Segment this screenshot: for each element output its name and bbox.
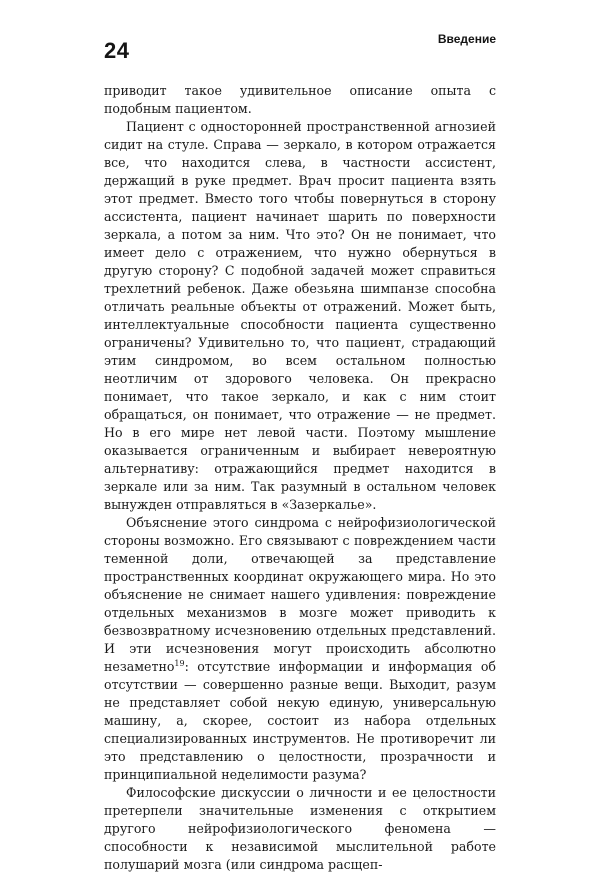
paragraph-philosophy xyxy=(104,784,496,874)
running-header-section-title: Введение xyxy=(437,32,496,46)
paragraph-continuation xyxy=(104,82,496,118)
paragraph-mirror-experiment xyxy=(104,118,496,514)
paragraph-text-after-footnote: : отсутствие информации и информация об отсутствии — совершенно разные вещи. Выходит, разум не представляет собой некую единую, универсальную машину, а, скорее, состоит из набора отдельных специализированных инструментов. Не противоречит ли это представлению о целостности, прозрачности и принципиальной неделимости разума? xyxy=(104,659,496,782)
footnote-reference[interactable]: 19 xyxy=(174,658,185,668)
paragraph-text: приводит такое удивительное описание опыта с подобным пациентом. xyxy=(104,83,496,116)
paragraph-neurophysiology xyxy=(104,514,496,784)
text-body xyxy=(104,82,496,874)
paragraph-text: Философские дискуссии о личности и ее целостности претерпели значительные изменения с открытием другого нейрофизиологического феномена — способности к независимой мыслительной работе полушарий мозга (или синдрома расщеп- xyxy=(104,785,496,872)
paragraph-text-before-footnote: Объяснение этого синдрома с нейрофизиологической стороны возможно. Его связывают с повреждением части теменной доли, отвечающей за представление пространственных координат окружающего мира. Но это объяснение не снимает нашего удивления: повреждение отдельных механизмов в мозге может приводить к безвозвратному исчезновению отдельных представлений. И эти исчезновения могут происходить абсолютно незаметно xyxy=(104,515,496,674)
page-number: 24 xyxy=(104,38,130,63)
paragraph-text: Пациент с односторонней пространственной агнозией сидит на стуле. Справа — зеркало, в котором отражается все, что находится слева, в частности ассистент, держащий в руке предмет. Врач просит пациента взять этот предмет. Вместо того чтобы повернуться в сторону ассистента, пациент начинает шарить по поверхности зеркала, а потом за ним. Что это? Он не понимает, что имеет дело с отражением, что нужно обернуться в другую сторону? С подобной задачей может справиться трехлетний ребенок. Даже обезьяна шимпанзе способна отличать реальные объекты от отражений. Может быть, интеллектуальные способности пациента существенно ограничены? Удивительно то, что пациент, страдающий этим синдромом, во всем остальном полностью неотличим от здорового человека. Он прекрасно понимает, что такое зеркало, и как с ним стоит обращаться, он понимает, что отражение — не предмет. Но в его мире нет левой части. Поэтому мышление оказывается ограниченным и выбирает невероятную альтернативу: отражающийся предмет находится в зеркале или за ним. Так разумный в остальном человек вынужден отправляться в «Зазеркалье». xyxy=(104,119,496,512)
